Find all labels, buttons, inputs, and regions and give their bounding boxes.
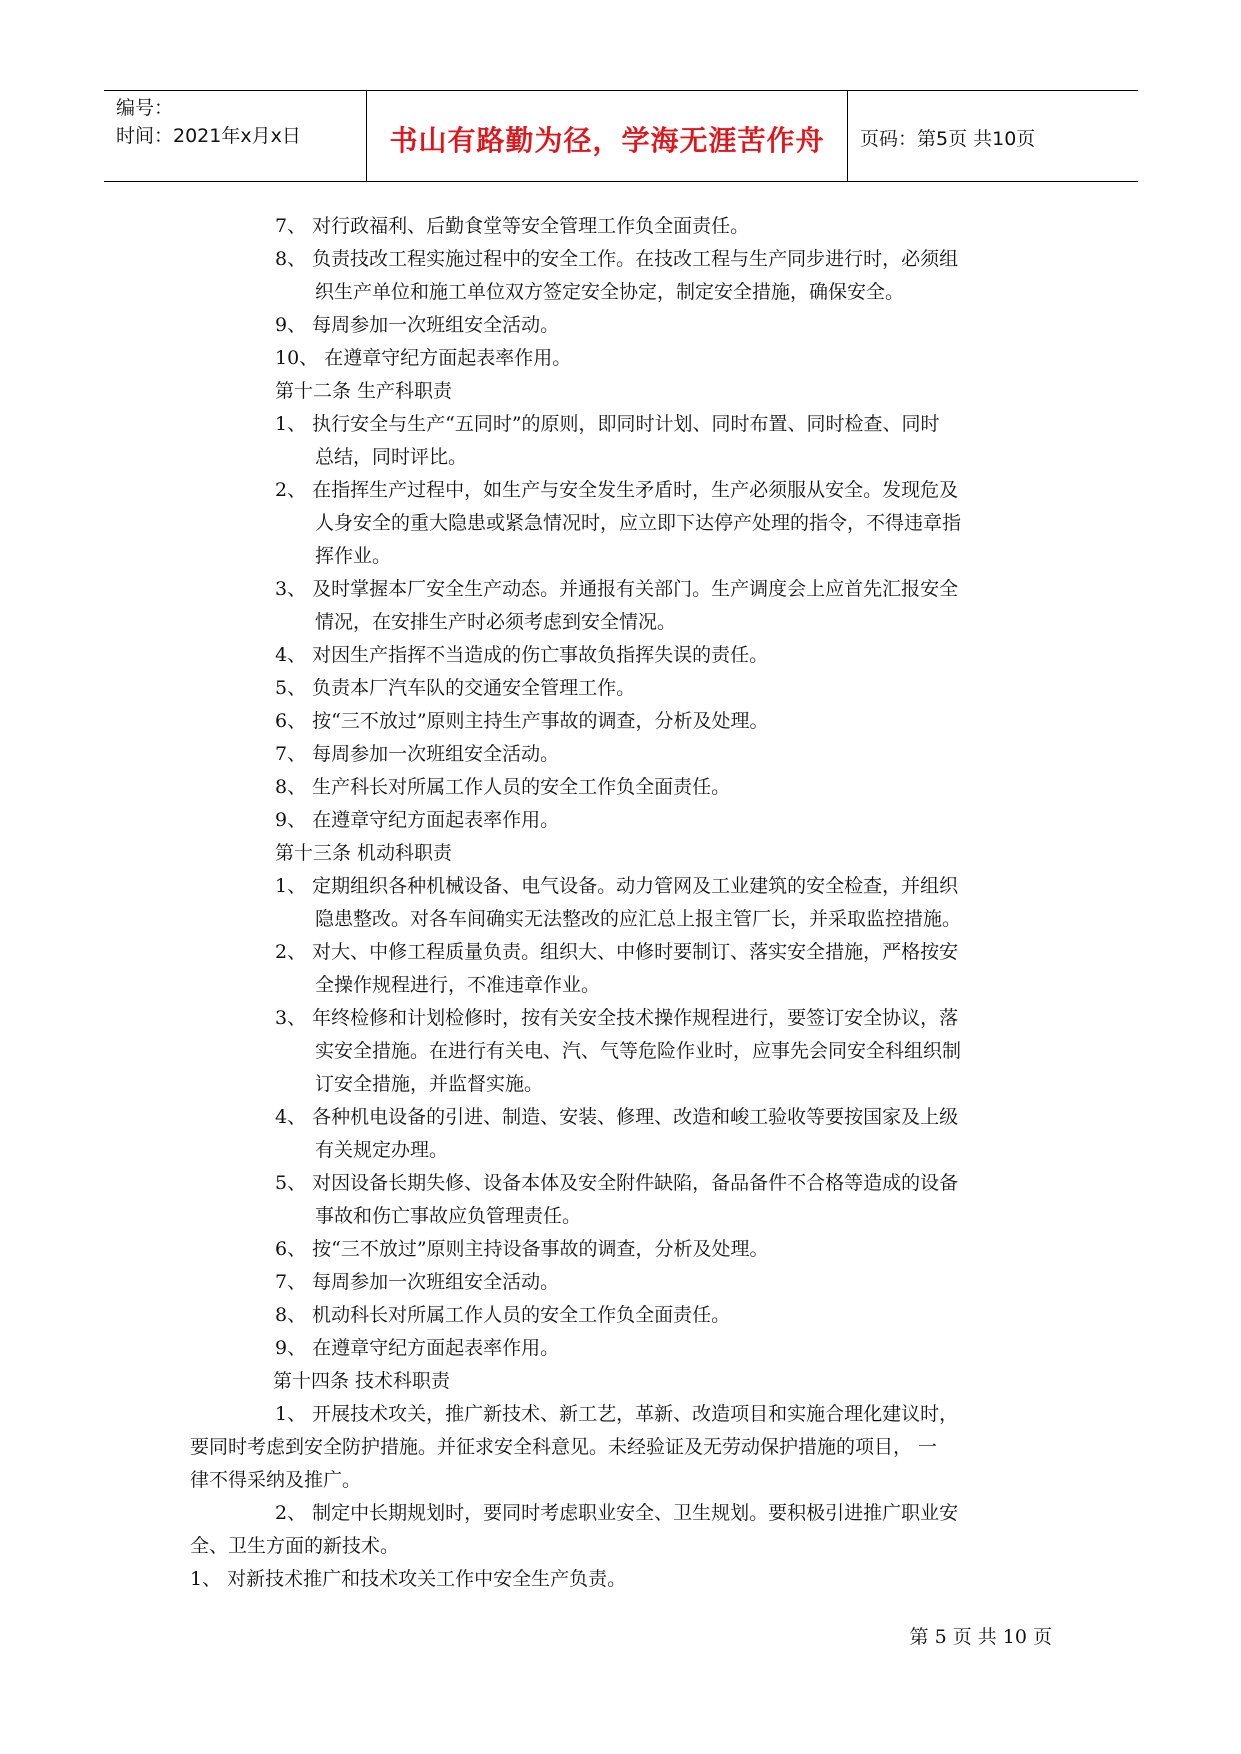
text-line: 8、 生产科长对所属工作人员的安全工作负全面责任。: [275, 776, 731, 798]
text-line: 1、 对新技术推广和技术攻关工作中安全生产负责。: [190, 1568, 627, 1590]
text-line: 3、 年终检修和计划检修时，按有关安全技术操作规程进行，要签订安全协议，落: [275, 1007, 959, 1029]
header-meta-cell: [104, 91, 367, 181]
header-motto-cell: [367, 91, 848, 181]
text-line: 要同时考虑到安全防护措施。并征求安全科意见。未经验证及无劳动保护措施的项目， 一: [190, 1436, 938, 1458]
text-line: 全、卫生方面的新技术。: [190, 1535, 400, 1557]
text-line: 全操作规程进行，不准违章作业。: [315, 974, 601, 996]
text-line: 隐患整改。对各车间确实无法整改的应汇总上报主管厂长，并采取监控措施。: [315, 908, 962, 930]
text-line: 事故和伤亡事故应负管理责任。: [315, 1205, 582, 1227]
text-line: 1、 执行安全与生产“五同时”的原则，即同时计划、同时布置、同时检查、同时: [275, 413, 940, 435]
text-line: 2、 对大、中修工程质量负责。组织大、中修时要制订、落实安全措施，严格按安: [275, 941, 959, 963]
section-heading: 第十四条 技术科职责: [273, 1370, 451, 1392]
text-line: 1、 定期组织各种机械设备、电气设备。动力管网及工业建筑的安全检查，并组织: [275, 875, 959, 897]
page-code: 页码：第5页 共10页: [860, 128, 1036, 150]
text-line: 7、 对行政福利、后勤食堂等安全管理工作负全面责任。: [275, 215, 750, 237]
header-page-cell: [848, 91, 1138, 181]
text-line: 1、 开展技术攻关，推广新技术、新工艺，革新、改造项目和实施合理化建议时，: [275, 1403, 959, 1425]
text-line: 2、 在指挥生产过程中，如生产与安全发生矛盾时，生产必须服从安全。发现危及: [275, 479, 959, 501]
text-line: 9、 在遵章守纪方面起表率作用。: [275, 809, 560, 831]
time-label: 时间：2021年x月x日: [116, 125, 301, 147]
number-label: 编号：: [116, 97, 174, 119]
text-line: 情况，在安排生产时必须考虑到安全情况。: [315, 611, 677, 633]
text-line: 挥作业。: [315, 545, 392, 567]
text-line: 9、 每周参加一次班组安全活动。: [275, 314, 560, 336]
section-heading: 第十三条 机动科职责: [275, 842, 453, 864]
text-line: 9、 在遵章守纪方面起表率作用。: [275, 1337, 560, 1359]
text-line: 3、 及时掌握本厂安全生产动态。并通报有关部门。生产调度会上应首先汇报安全: [275, 578, 959, 600]
text-line: 5、 对因设备长期失修、设备本体及安全附件缺陷，备品备件不合格等造成的设备: [275, 1172, 959, 1194]
section-heading: 第十二条 生产科职责: [275, 380, 453, 402]
text-line: 有关规定办理。: [315, 1139, 449, 1161]
text-line: 人身安全的重大隐患或紧急情况时，应立即下达停产处理的指令，不得违章指: [315, 512, 962, 534]
text-line: 10、 在遵章守纪方面起表率作用。: [275, 347, 572, 369]
text-line: 8、 机动科长对所属工作人员的安全工作负全面责任。: [275, 1304, 731, 1326]
text-line: 7、 每周参加一次班组安全活动。: [275, 743, 560, 765]
text-line: 律不得采纳及推广。: [190, 1469, 362, 1491]
page-header: [104, 90, 1138, 182]
text-line: 2、 制定中长期规划时，要同时考虑职业安全、卫生规划。要积极引进推广职业安: [275, 1502, 959, 1524]
text-line: 织生产单位和施工单位双方签定安全协定，制定安全措施，确保安全。: [315, 281, 905, 303]
page-footer: 第 5 页 共 10 页: [909, 1626, 1052, 1648]
text-line: 订安全措施，并监督实施。: [315, 1073, 544, 1095]
text-line: 4、 对因生产指挥不当造成的伤亡事故负指挥失误的责任。: [275, 644, 769, 666]
text-line: 8、 负责技改工程实施过程中的安全工作。在技改工程与生产同步进行时，必须组: [275, 248, 959, 270]
text-line: 总结，同时评比。: [315, 446, 468, 468]
text-line: 4、 各种机电设备的引进、制造、安装、修理、改造和峻工验收等要按国家及上级: [275, 1106, 959, 1128]
text-line: 5、 负责本厂汽车队的交通安全管理工作。: [275, 677, 636, 699]
motto-text: 书山有路勤为径，学海无涯苦作舟: [389, 124, 825, 157]
text-line: 6、 按“三不放过”原则主持生产事故的调查，分析及处理。: [275, 710, 769, 732]
text-line: 6、 按“三不放过”原则主持设备事故的调查，分析及处理。: [275, 1238, 769, 1260]
text-line: 7、 每周参加一次班组安全活动。: [275, 1271, 560, 1293]
text-line: 实安全措施。在进行有关电、汽、气等危险作业时，应事先会同安全科组织制: [315, 1040, 962, 1062]
